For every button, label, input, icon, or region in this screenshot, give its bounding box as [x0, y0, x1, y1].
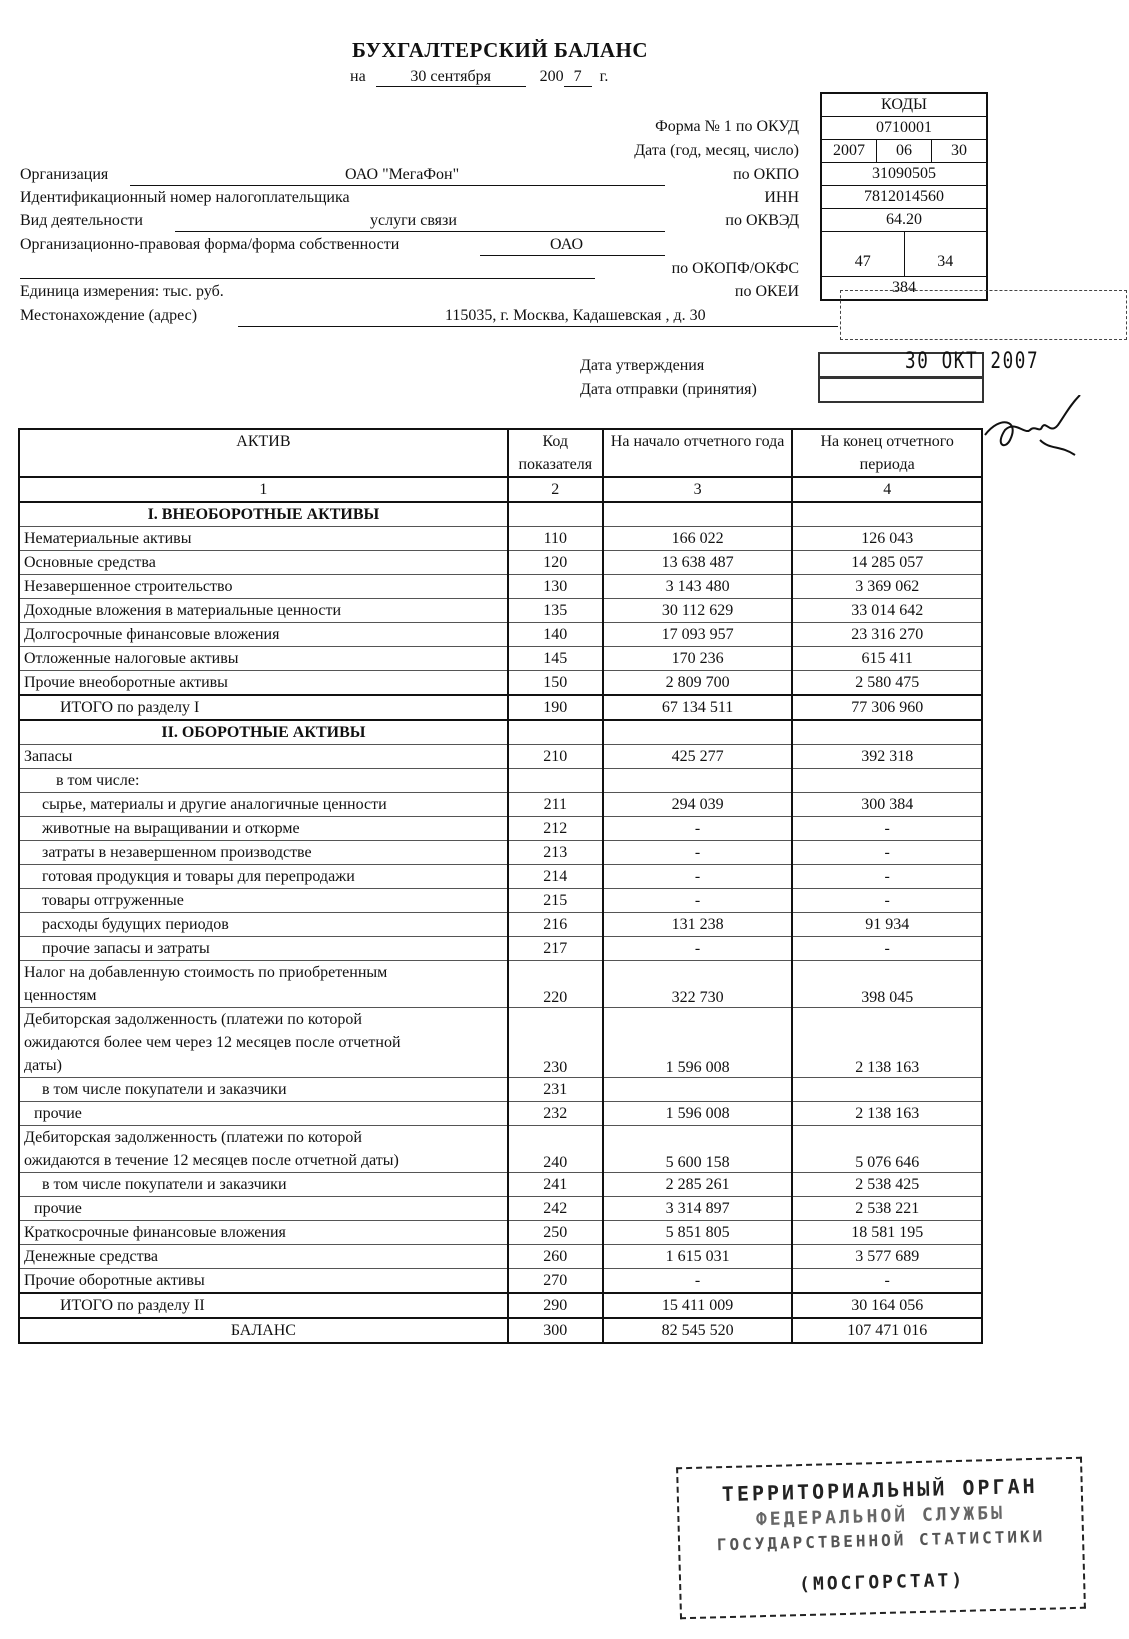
address-underline: [238, 326, 838, 327]
label-inn-long: Идентификационный номер налогоплательщика: [20, 189, 350, 206]
table-row: [19, 961, 982, 1008]
row-end-value: 33 014 642: [792, 599, 982, 623]
table-row: [19, 575, 982, 599]
table-row: [19, 695, 982, 720]
row-start-value: 131 238: [603, 913, 793, 937]
table-row: [19, 1221, 982, 1245]
year-unit: г.: [599, 68, 609, 85]
row-code: 300: [508, 1318, 603, 1343]
table-row: [19, 1126, 982, 1173]
row-label: ИТОГО по разделу II: [19, 1293, 508, 1318]
row-label-line: Дебиторская задолженность (платежи по которой: [24, 1129, 362, 1146]
row-end-value: 2 538 425: [792, 1173, 982, 1197]
row-label-line: Налог на добавленную стоимость по приобретенным: [24, 964, 388, 981]
row-code: 231: [508, 1078, 603, 1102]
stamp-line-2: ФЕДЕРАЛЬНОЙ СЛУЖБЫ: [755, 1502, 1006, 1531]
row-start-value: 13 638 487: [603, 551, 793, 575]
row-start-value: 3 314 897: [603, 1197, 793, 1221]
col-number-2: 2: [508, 477, 603, 502]
row-start-value: 5 600 158: [603, 1126, 793, 1173]
section-title: II. ОБОРОТНЫЕ АКТИВЫ: [19, 720, 508, 745]
table-row: [19, 865, 982, 889]
row-start-value: [603, 1078, 793, 1102]
row-end-value: 107 471 016: [792, 1318, 982, 1343]
row-label: в том числе покупатели и заказчики: [19, 1173, 508, 1197]
table-row: [19, 1197, 982, 1221]
row-label: сырье, материалы и другие аналогичные ценности: [19, 793, 508, 817]
code-date-month: 06: [876, 140, 931, 162]
row-start-value: 2 285 261: [603, 1173, 793, 1197]
row-label: Краткосрочные финансовые вложения: [19, 1221, 508, 1245]
col-number-3: 3: [603, 477, 793, 502]
row-code: 220: [508, 961, 603, 1008]
row-end-value: 126 043: [792, 527, 982, 551]
balance-table: [18, 428, 983, 1344]
row-start-value: 170 236: [603, 647, 793, 671]
row-code: 217: [508, 937, 603, 961]
table-row: [19, 1102, 982, 1126]
row-label: Основные средства: [19, 551, 508, 575]
row-label: Доходные вложения в материальные ценности: [19, 599, 508, 623]
table-row: [19, 599, 982, 623]
table-row: [19, 1269, 982, 1294]
table-row: [19, 623, 982, 647]
row-start-value: 30 112 629: [603, 599, 793, 623]
row-label: прочие: [19, 1197, 508, 1221]
row-end-value: 14 285 057: [792, 551, 982, 575]
row-start-value: 2 809 700: [603, 671, 793, 696]
table-row: [19, 1318, 982, 1343]
table-row: [19, 841, 982, 865]
legal-second-underline: [20, 278, 595, 279]
row-end-value: [792, 1078, 982, 1102]
label-inn: ИНН: [764, 189, 799, 206]
table-row: [19, 1173, 982, 1197]
table-row: [19, 720, 982, 745]
code-okpo: 31090505: [822, 162, 986, 185]
label-activity: Вид деятельности: [20, 212, 143, 229]
signature-icon: [980, 395, 1090, 485]
row-end-value: 2 138 163: [792, 1008, 982, 1078]
row-start-value: 17 093 957: [603, 623, 793, 647]
document-title: БУХГАЛТЕРСКИЙ БАЛАНС: [351, 38, 649, 62]
label-legal-form: Организационно-правовая форма/форма собственности: [20, 236, 400, 253]
code-okved: 64.20: [822, 208, 986, 231]
table-number-row: [19, 477, 982, 502]
section-title: I. ВНЕОБОРОТНЫЕ АКТИВЫ: [19, 502, 508, 527]
row-end-value: 2 538 221: [792, 1197, 982, 1221]
col-number-4: 4: [792, 477, 982, 502]
row-code: 215: [508, 889, 603, 913]
row-end-value: -: [792, 841, 982, 865]
row-code: 130: [508, 575, 603, 599]
row-label: [19, 961, 508, 1008]
row-label: Незавершенное строительство: [19, 575, 508, 599]
row-end-value: 23 316 270: [792, 623, 982, 647]
row-end-value: -: [792, 1269, 982, 1294]
table-row: [19, 769, 982, 793]
row-end-value: 2 138 163: [792, 1102, 982, 1126]
col-number-1: 1: [19, 477, 508, 502]
row-label: в том числе:: [19, 769, 508, 793]
row-code: 270: [508, 1269, 603, 1294]
row-label: прочие запасы и затраты: [19, 937, 508, 961]
row-code: 230: [508, 1008, 603, 1078]
row-label: БАЛАНС: [19, 1318, 508, 1343]
code-inn: 7812014560: [822, 185, 986, 208]
row-label: в том числе покупатели и заказчики: [19, 1078, 508, 1102]
row-code: 232: [508, 1102, 603, 1126]
row-label: Прочие внеоборотные активы: [19, 671, 508, 696]
row-start-value: -: [603, 937, 793, 961]
row-start-value: -: [603, 889, 793, 913]
row-start-value: 425 277: [603, 745, 793, 769]
label-okei: по ОКЕИ: [734, 283, 799, 300]
row-code: 213: [508, 841, 603, 865]
code-date-year: 2007: [833, 142, 865, 159]
legal-form-value: ОАО: [550, 236, 584, 253]
row-code: 290: [508, 1293, 603, 1318]
row-end-value: 18 581 195: [792, 1221, 982, 1245]
row-label: прочие: [19, 1102, 508, 1126]
row-end-value: 30 164 056: [792, 1293, 982, 1318]
table-row: [19, 745, 982, 769]
table-row: [19, 671, 982, 696]
row-end-value: -: [792, 937, 982, 961]
address-value: 115035, г. Москва, Кадашевская , д. 30: [445, 307, 706, 324]
row-code: 216: [508, 913, 603, 937]
legal-underline: [480, 255, 665, 256]
row-label: Запасы: [19, 745, 508, 769]
table-row: [19, 913, 982, 937]
row-code: 145: [508, 647, 603, 671]
row-code: 241: [508, 1173, 603, 1197]
na-word: на: [350, 68, 366, 85]
row-code: 110: [508, 527, 603, 551]
row-start-value: 67 134 511: [603, 695, 793, 720]
table-row: [19, 1293, 982, 1318]
row-label: затраты в незавершенном производстве: [19, 841, 508, 865]
row-label: Денежные средства: [19, 1245, 508, 1269]
row-code: 190: [508, 695, 603, 720]
report-date-line: [350, 68, 608, 87]
row-start-value: 15 411 009: [603, 1293, 793, 1318]
row-label: ИТОГО по разделу I: [19, 695, 508, 720]
tax-office-stamp: [840, 290, 1127, 340]
row-label: товары отгруженные: [19, 889, 508, 913]
row-code: 210: [508, 745, 603, 769]
row-end-value: -: [792, 889, 982, 913]
label-unit: Единица измерения: тыс. руб.: [20, 283, 224, 300]
label-approval-date: Дата утверждения: [580, 357, 705, 374]
stamp-line-3: ГОСУДАРСТВЕННОЙ СТАТИСТИКИ: [716, 1526, 1046, 1555]
code-okopf-okfs: [822, 231, 986, 276]
label-date: Дата (год, месяц, число): [634, 142, 799, 159]
code-date-day: 30: [931, 140, 986, 162]
code-okei: 384: [822, 276, 986, 299]
codes-box: [820, 92, 988, 301]
header-code: Код показателя: [508, 429, 603, 477]
label-organization: Организация: [20, 166, 109, 183]
row-label-line: ожидаются в течение 12 месяцев после отчетной даты): [24, 1152, 399, 1169]
row-label-line: ожидаются более чем через 12 месяцев после отчетной: [24, 1034, 401, 1051]
row-start-value: [603, 769, 793, 793]
table-header-row: [19, 429, 982, 477]
row-start-value: -: [603, 865, 793, 889]
table-row: [19, 551, 982, 575]
code-okud: 0710001: [822, 116, 986, 139]
row-end-value: 300 384: [792, 793, 982, 817]
row-code: 135: [508, 599, 603, 623]
empty-cell: [603, 502, 793, 527]
send-date-box: [818, 377, 984, 403]
table-body: [19, 502, 982, 1343]
row-label: животные на выращивании и откорме: [19, 817, 508, 841]
row-label: готовая продукция и товары для перепродажи: [19, 865, 508, 889]
row-start-value: 1 615 031: [603, 1245, 793, 1269]
empty-cell: [508, 502, 603, 527]
activity-value: услуги связи: [370, 212, 457, 229]
header-start: На начало отчетного года: [603, 429, 793, 477]
table-row: [19, 647, 982, 671]
stamp-line-4: (МОСГОРСТАТ): [798, 1569, 966, 1596]
row-start-value: 3 143 480: [603, 575, 793, 599]
table-row: [19, 889, 982, 913]
row-end-value: 5 076 646: [792, 1126, 982, 1173]
row-end-value: 398 045: [792, 961, 982, 1008]
row-start-value: 1 596 008: [603, 1008, 793, 1078]
row-end-value: -: [792, 817, 982, 841]
row-end-value: 2 580 475: [792, 671, 982, 696]
empty-cell: [508, 720, 603, 745]
row-code: 150: [508, 671, 603, 696]
row-end-value: 392 318: [792, 745, 982, 769]
year-suffix: 7: [564, 68, 592, 87]
label-okopf: по ОКОПФ/ОКФС: [671, 260, 799, 277]
header-end: На конец отчетного периода: [792, 429, 982, 477]
rosstat-stamp: [676, 1457, 1086, 1620]
row-end-value: 3 577 689: [792, 1245, 982, 1269]
label-send-date: Дата отправки (принятия): [580, 381, 757, 398]
table-row: [19, 937, 982, 961]
code-okopf: 47: [854, 253, 871, 270]
row-end-value: 615 411: [792, 647, 982, 671]
table-row: [19, 502, 982, 527]
row-start-value: -: [603, 841, 793, 865]
row-start-value: 294 039: [603, 793, 793, 817]
row-code: 140: [508, 623, 603, 647]
row-end-value: -: [792, 865, 982, 889]
row-code: 120: [508, 551, 603, 575]
table-row: [19, 1245, 982, 1269]
row-label-line: Дебиторская задолженность (платежи по которой: [24, 1011, 362, 1028]
row-start-value: 82 545 520: [603, 1318, 793, 1343]
codes-title: КОДЫ: [881, 96, 927, 113]
empty-cell: [603, 720, 793, 745]
row-start-value: 5 851 805: [603, 1221, 793, 1245]
table-row: [19, 817, 982, 841]
row-start-value: -: [603, 1269, 793, 1294]
empty-cell: [792, 502, 982, 527]
header-asset: АКТИВ: [19, 429, 508, 477]
row-label: Нематериальные активы: [19, 527, 508, 551]
code-okfs: 34: [904, 232, 987, 276]
row-end-value: 91 934: [792, 913, 982, 937]
label-okpo: по ОКПО: [733, 166, 799, 183]
row-label: Долгосрочные финансовые вложения: [19, 623, 508, 647]
row-start-value: 166 022: [603, 527, 793, 551]
row-start-value: -: [603, 817, 793, 841]
row-end-value: 3 369 062: [792, 575, 982, 599]
row-start-value: 322 730: [603, 961, 793, 1008]
row-label: [19, 1126, 508, 1173]
row-label: Прочие оборотные активы: [19, 1269, 508, 1294]
activity-underline: [175, 231, 665, 232]
label-okud: Форма № 1 по ОКУД: [655, 118, 799, 135]
row-code: 250: [508, 1221, 603, 1245]
row-label: [19, 1008, 508, 1078]
row-label-line: даты): [24, 1057, 62, 1074]
stamp-line-1: ТЕРРИТОРИАЛЬНЫЙ ОРГАН: [721, 1473, 1038, 1507]
row-code: 212: [508, 817, 603, 841]
label-address: Местонахождение (адрес): [20, 307, 198, 324]
row-label: расходы будущих периодов: [19, 913, 508, 937]
empty-cell: [792, 720, 982, 745]
org-underline: [130, 185, 665, 186]
label-okved: по ОКВЭД: [725, 212, 799, 229]
row-code: [508, 769, 603, 793]
code-date: [822, 139, 986, 162]
row-label-line: ценностям: [24, 987, 97, 1004]
row-end-value: 77 306 960: [792, 695, 982, 720]
table-row: [19, 1078, 982, 1102]
row-end-value: [792, 769, 982, 793]
organization-name: ОАО "МегаФон": [345, 166, 460, 183]
row-code: 260: [508, 1245, 603, 1269]
row-code: 240: [508, 1126, 603, 1173]
table-row: [19, 793, 982, 817]
row-start-value: 1 596 008: [603, 1102, 793, 1126]
year-prefix: 200: [539, 68, 564, 85]
table-row: [19, 527, 982, 551]
row-code: 242: [508, 1197, 603, 1221]
approval-date-stamp: 30 ОКТ 2007: [905, 349, 1040, 374]
row-code: 211: [508, 793, 603, 817]
report-date: 30 сентября: [376, 68, 526, 87]
row-code: 214: [508, 865, 603, 889]
table-row: [19, 1008, 982, 1078]
row-label: Отложенные налоговые активы: [19, 647, 508, 671]
